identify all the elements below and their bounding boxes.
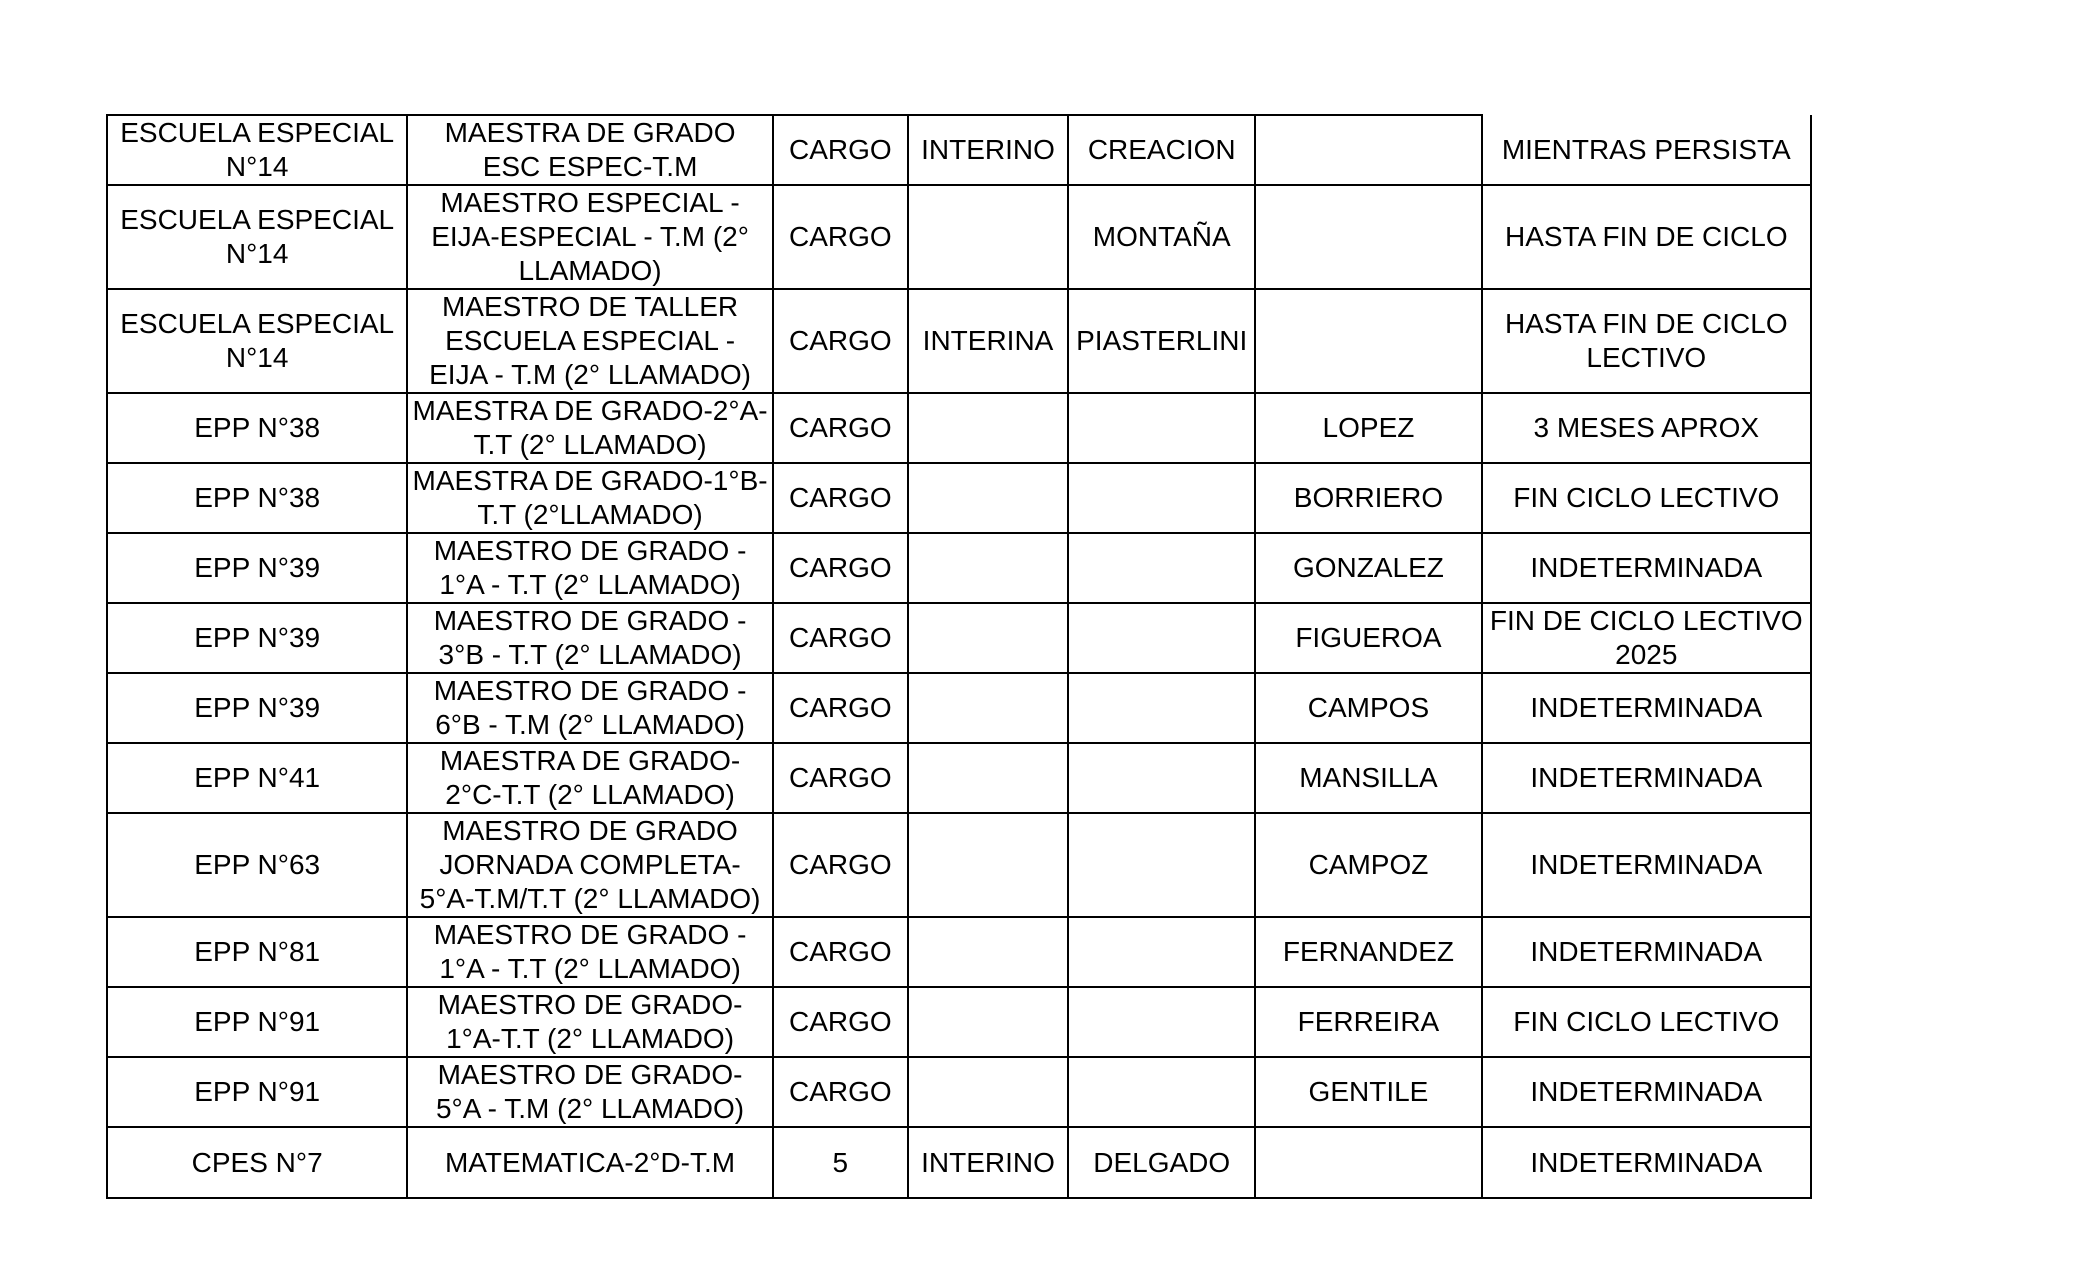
status-cell [908, 463, 1068, 533]
position-cell: MAESTRA DE GRADO-1°B-T.T (2°LLAMADO) [407, 463, 772, 533]
duration-cell: INDETERMINADA [1482, 673, 1811, 743]
duration-cell: FIN DE CICLO LECTIVO 2025 [1482, 603, 1811, 673]
status-cell [908, 185, 1068, 289]
replaced-teacher-cell [1255, 289, 1481, 393]
status-cell [908, 813, 1068, 917]
school-cell: ESCUELA ESPECIAL N°14 [107, 115, 407, 185]
position-cell: MAESTRO ESPECIAL - EIJA-ESPECIAL - T.M (2° LLAMADO) [407, 185, 772, 289]
type-cell: CARGO [773, 289, 908, 393]
replaced-teacher-cell [1255, 185, 1481, 289]
duration-cell: FIN CICLO LECTIVO [1482, 987, 1811, 1057]
reason-cell [1068, 533, 1255, 603]
type-cell: CARGO [773, 673, 908, 743]
position-cell: MAESTRO DE GRADO - 1°A - T.T (2° LLAMADO) [407, 917, 772, 987]
school-cell: EPP N°63 [107, 813, 407, 917]
table-row [107, 1127, 1811, 1198]
reason-cell: PIASTERLINI [1068, 289, 1255, 393]
school-cell: EPP N°81 [107, 917, 407, 987]
replaced-teacher-cell: MANSILLA [1255, 743, 1481, 813]
school-cell: ESCUELA ESPECIAL N°14 [107, 185, 407, 289]
status-cell [908, 603, 1068, 673]
position-cell: MAESTRO DE TALLER ESCUELA ESPECIAL - EIJA - T.M (2° LLAMADO) [407, 289, 772, 393]
replaced-teacher-cell: LOPEZ [1255, 393, 1481, 463]
reason-cell [1068, 987, 1255, 1057]
replaced-teacher-cell: FERNANDEZ [1255, 917, 1481, 987]
duration-cell: INDETERMINADA [1482, 533, 1811, 603]
type-cell: CARGO [773, 393, 908, 463]
status-cell [908, 533, 1068, 603]
position-cell: MAESTRO DE GRADO-1°A-T.T (2° LLAMADO) [407, 987, 772, 1057]
type-cell: CARGO [773, 987, 908, 1057]
duration-cell: INDETERMINADA [1482, 1127, 1811, 1198]
duration-cell: INDETERMINADA [1482, 813, 1811, 917]
position-cell: MAESTRA DE GRADO-2°C-T.T (2° LLAMADO) [407, 743, 772, 813]
reason-cell: MONTAÑA [1068, 185, 1255, 289]
table-row [107, 987, 1811, 1057]
position-cell: MAESTRA DE GRADO-2°A-T.T (2° LLAMADO) [407, 393, 772, 463]
replaced-teacher-cell: FIGUEROA [1255, 603, 1481, 673]
school-cell: EPP N°39 [107, 673, 407, 743]
table-row [107, 813, 1811, 917]
type-cell: 5 [773, 1127, 908, 1198]
school-cell: EPP N°41 [107, 743, 407, 813]
duration-cell: HASTA FIN DE CICLO LECTIVO [1482, 289, 1811, 393]
replaced-teacher-cell: GONZALEZ [1255, 533, 1481, 603]
school-cell: EPP N°38 [107, 393, 407, 463]
table-row [107, 115, 1811, 185]
status-cell [908, 987, 1068, 1057]
reason-cell [1068, 673, 1255, 743]
position-cell: MAESTRO DE GRADO - 3°B - T.T (2° LLAMADO) [407, 603, 772, 673]
type-cell: CARGO [773, 463, 908, 533]
type-cell: CARGO [773, 743, 908, 813]
type-cell: CARGO [773, 1057, 908, 1127]
table-row [107, 533, 1811, 603]
type-cell: CARGO [773, 917, 908, 987]
replaced-teacher-cell: CAMPOZ [1255, 813, 1481, 917]
replaced-teacher-cell: CAMPOS [1255, 673, 1481, 743]
table-body [107, 115, 1811, 1198]
reason-cell [1068, 813, 1255, 917]
reason-cell [1068, 1057, 1255, 1127]
duration-cell: INDETERMINADA [1482, 1057, 1811, 1127]
table-row [107, 743, 1811, 813]
duration-cell: HASTA FIN DE CICLO [1482, 185, 1811, 289]
school-cell: EPP N°39 [107, 533, 407, 603]
school-cell: ESCUELA ESPECIAL N°14 [107, 289, 407, 393]
reason-cell [1068, 603, 1255, 673]
school-cell: EPP N°91 [107, 1057, 407, 1127]
reason-cell: CREACION [1068, 115, 1255, 185]
duration-cell: FIN CICLO LECTIVO [1482, 463, 1811, 533]
school-cell: CPES N°7 [107, 1127, 407, 1198]
position-cell: MAESTRO DE GRADO - 6°B - T.M (2° LLAMADO) [407, 673, 772, 743]
position-cell: MAESTRO DE GRADO- 5°A - T.M (2° LLAMADO) [407, 1057, 772, 1127]
status-cell: INTERINO [908, 115, 1068, 185]
school-cell: EPP N°91 [107, 987, 407, 1057]
type-cell: CARGO [773, 185, 908, 289]
table-row [107, 289, 1811, 393]
position-cell: MAESTRO DE GRADO - 1°A - T.T (2° LLAMADO) [407, 533, 772, 603]
status-cell [908, 917, 1068, 987]
replaced-teacher-cell [1255, 1127, 1481, 1198]
status-cell [908, 743, 1068, 813]
reason-cell [1068, 393, 1255, 463]
duration-cell: MIENTRAS PERSISTA [1482, 115, 1811, 185]
table-row [107, 1057, 1811, 1127]
status-cell [908, 673, 1068, 743]
status-cell [908, 393, 1068, 463]
duration-cell: INDETERMINADA [1482, 743, 1811, 813]
status-cell: INTERINA [908, 289, 1068, 393]
type-cell: CARGO [773, 813, 908, 917]
type-cell: CARGO [773, 115, 908, 185]
table-row [107, 603, 1811, 673]
reason-cell [1068, 917, 1255, 987]
table-row [107, 673, 1811, 743]
reason-cell: DELGADO [1068, 1127, 1255, 1198]
reason-cell [1068, 463, 1255, 533]
duration-cell: INDETERMINADA [1482, 917, 1811, 987]
replaced-teacher-cell: FERREIRA [1255, 987, 1481, 1057]
table-row [107, 463, 1811, 533]
table-row [107, 185, 1811, 289]
status-cell: INTERINO [908, 1127, 1068, 1198]
table-row [107, 393, 1811, 463]
school-cell: EPP N°38 [107, 463, 407, 533]
position-cell: MATEMATICA-2°D-T.M [407, 1127, 772, 1198]
status-cell [908, 1057, 1068, 1127]
type-cell: CARGO [773, 603, 908, 673]
school-cell: EPP N°39 [107, 603, 407, 673]
replaced-teacher-cell [1255, 115, 1481, 185]
duration-cell: 3 MESES APROX [1482, 393, 1811, 463]
position-cell: MAESTRA DE GRADO ESC ESPEC-T.M [407, 115, 772, 185]
replaced-teacher-cell: BORRIERO [1255, 463, 1481, 533]
table-row [107, 917, 1811, 987]
reason-cell [1068, 743, 1255, 813]
position-cell: MAESTRO DE GRADO JORNADA COMPLETA-5°A-T.M/T.T (2° LLAMADO) [407, 813, 772, 917]
vacancies-table [106, 114, 1812, 1199]
type-cell: CARGO [773, 533, 908, 603]
replaced-teacher-cell: GENTILE [1255, 1057, 1481, 1127]
